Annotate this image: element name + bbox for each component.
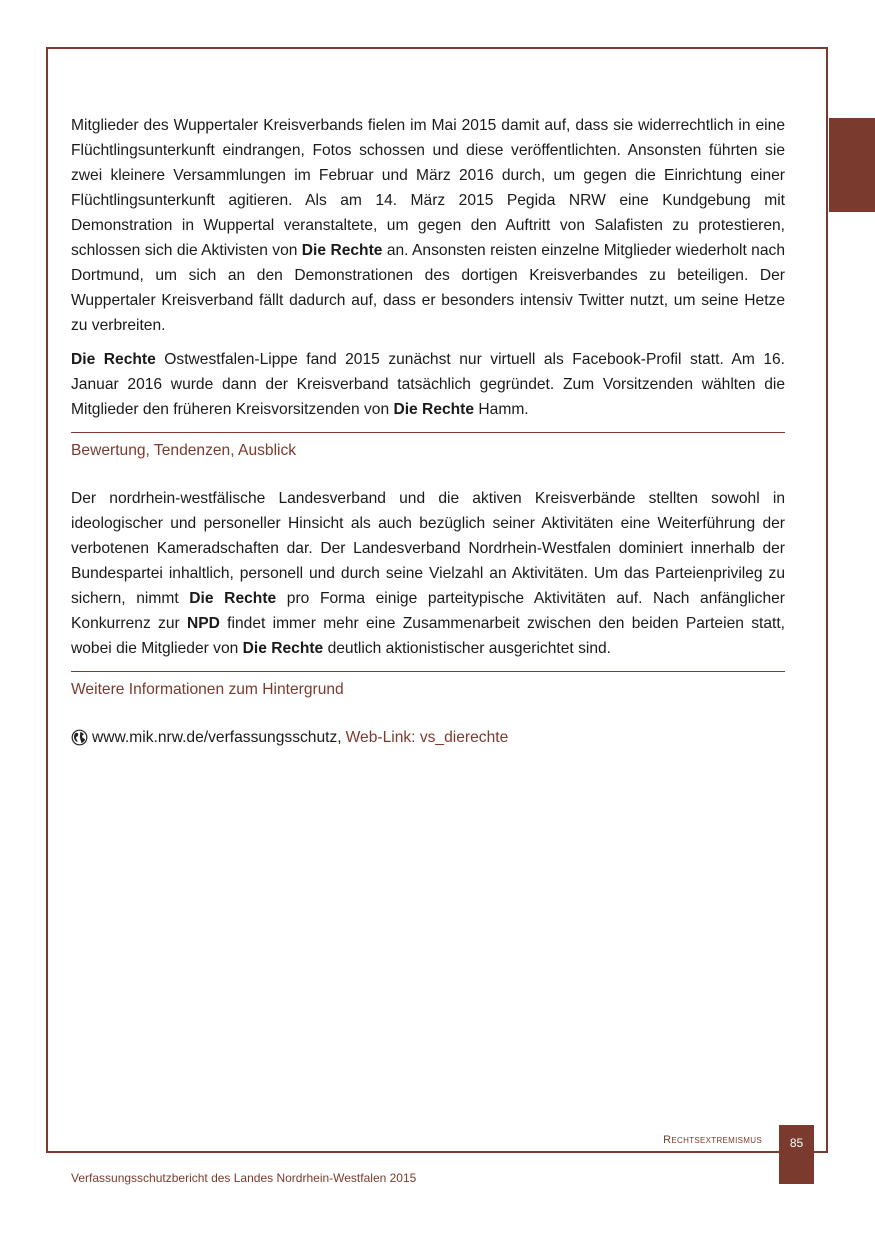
section-divider [71, 671, 785, 672]
paragraph-owl: Die Rechte Ostwestfalen-Lippe fand 2015 zunächst nur virtuell als Facebook-Profil statt. Am 16. Januar 2016 wurde dann der Kreisverband tatsächlich gegründet. Zum Vorsitzenden wählten die Mitglieder den früheren Kreisvorsitzenden von Die Rechte Hamm. [71, 351, 785, 418]
main-content [71, 113, 785, 750]
assessment-heading: Bewertung, Tendenzen, Ausblick [71, 442, 297, 459]
paragraph-assessment: Der nordrhein-westfälische Landesverband und die aktiven Kreisverbände stellten sowohl in ideologischer und personeller Hinsicht als auch bezüglich seiner Aktivitäten eine Weiterführung der verbotenen Kameradschaften dar. Der Landesverband Nordrhein-Westfalen dominiert innerhalb der Bundespartei inhaltlich, personell und durch seine Vielzahl an Aktivitäten. Um das Parteienprivileg zu sichern, nimmt Die Rechte pro Forma einige parteitypische Aktivitäten auf. Nach anfänglicher Konkurrenz zur NPD findet immer mehr eine Zusammenarbeit zwischen den beiden Parteien statt, wobei die Mitglieder von Die Rechte deutlich aktionistischer ausgerichtet sind. [71, 490, 786, 657]
globe-icon [71, 729, 88, 746]
info-heading: Weitere Informationen zum Hintergrund [71, 681, 344, 698]
chapter-tab [829, 118, 875, 212]
section-divider [71, 432, 785, 433]
section-label: Rechtsextremismus [663, 1134, 762, 1146]
report-title: Verfassungsschutzbericht des Landes Nordrhein-Westfalen 2015 [71, 1171, 417, 1185]
url-text: www.mik.nrw.de/verfassungsschutz, [92, 729, 342, 746]
page-number: 85 [779, 1125, 814, 1184]
weblink[interactable]: Web-Link: vs_dierechte [345, 729, 509, 746]
paragraph-wuppertal: Mitglieder des Wuppertaler Kreisverbands fielen im Mai 2015 damit auf, dass sie widerrechtlich in eine Flüchtlingsunterkunft eindrangen, Fotos schossen und diese veröffentlichten. Ansonsten führten sie zwei kleinere Versammlungen im Februar und März 2016 durch, um gegen die Einrichtung einer Flüchtlingsunterkunft agitieren. Als am 14. März 2015 Pegida NRW eine Kundgebung mit Demonstration in Wuppertal veranstaltete, um gegen den Auftritt von Salafisten zu protestieren, schlossen sich die Aktivisten von Die Rechte an. Ansonsten reisten einzelne Mitglieder wiederholt nach Dortmund, um sich an den Demonstrationen des dortigen Kreisverbandes zu beteiligen. Der Wuppertaler Kreisverband fällt dadurch auf, dass er besonders intensiv Twitter nutzt, um seine Hetze zu verbreiten. [71, 117, 785, 334]
link-line [71, 725, 785, 750]
